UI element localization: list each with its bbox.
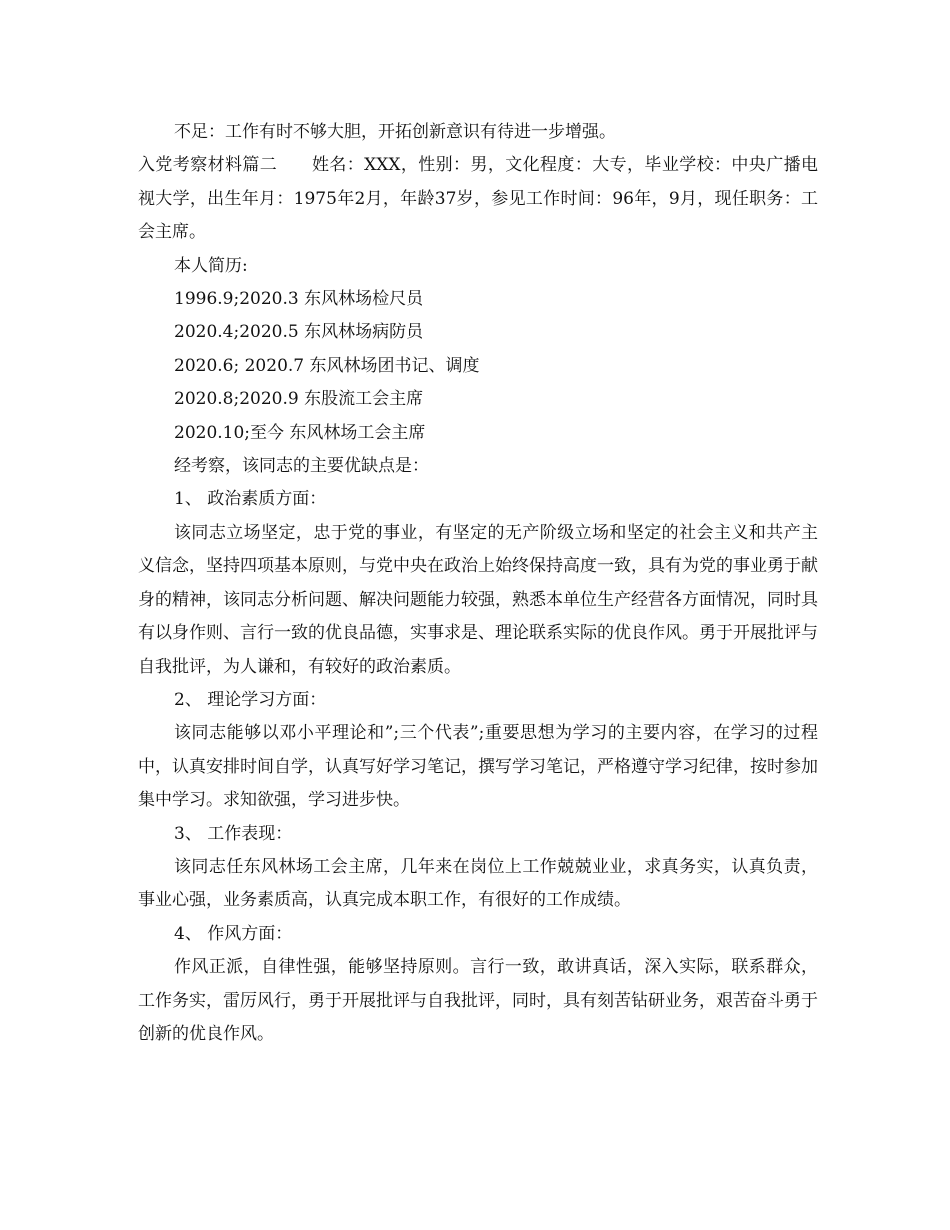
candidate-profile-paragraph: 入党考察材料篇二 姓名：XXX，性别：男，文化程度：大专，毕业学校：中央广播电视大学，出生年月：1975年2月，年龄37岁，参见工作时间：96年，9月，现任职务：工会主席。 bbox=[138, 155, 818, 243]
section-heading-theory: 2、 理论学习方面： bbox=[174, 689, 327, 710]
work-performance-paragraph: 该同志任东风林场工会主席，几年来在岗位上工作兢兢业业，求真务实，认真负责，事业心强，业务素质高，认真完成本职工作，有很好的工作成绩。 bbox=[138, 856, 818, 911]
evaluation-intro: 经考察，该同志的主要优缺点是： bbox=[174, 456, 429, 477]
theory-study-paragraph: 该同志能够以邓小平理论和”;三个代表”;重要思想为学习的主要内容，在学习的过程中，认真安排时间自学，认真写好学习笔记，撰写学习笔记，严格遵守学习纪律，按时参加集中学习。求知欲强，学习进步快。 bbox=[138, 723, 818, 811]
resume-entry: 2020.10;至今 东风林场工会主席 bbox=[174, 422, 426, 443]
resume-entry: 2020.8;2020.9 东股流工会主席 bbox=[174, 389, 424, 410]
political-quality-paragraph: 该同志立场坚定，忠于党的事业，有坚定的无产阶级立场和坚定的社会主义和共产主义信念，坚持四项基本原则，与党中央在政治上始终保持高度一致，具有为党的事业勇于献身的精神，该同志分析问题、解决问题能力较强，熟悉本单位生产经营各方面情况，同时具有以身作则、言行一致的优良品德，实事求是、理论联系实际的优良作风。勇于开展批评与自我批评，为人谦和，有较好的政治素质。 bbox=[138, 522, 818, 677]
shortcoming-paragraph: 不足：工作有时不够大胆，开拓创新意识有待进一步增强。 bbox=[174, 122, 616, 142]
section-heading-political: 1、 政治素质方面： bbox=[174, 489, 327, 510]
resume-list bbox=[138, 283, 818, 450]
section-heading-work: 3、 工作表现： bbox=[174, 823, 293, 844]
work-style-paragraph: 作风正派，自律性强，能够坚持原则。言行一致，敢讲真话，深入实际，联系群众，工作务实，雷厉风行，勇于开展批评与自我批评，同时，具有刻苦钻研业务，艰苦奋斗勇于创新的优良作风。 bbox=[138, 957, 818, 1044]
resume-entry: 2020.4;2020.5 东风林场病防员 bbox=[174, 322, 424, 343]
resume-entry: 2020.6; 2020.7 东风林场团书记、调度 bbox=[174, 355, 480, 376]
resume-entry: 1996.9;2020.3 东风林场检尺员 bbox=[174, 289, 424, 310]
section-heading-style: 4、 作风方面： bbox=[174, 923, 293, 944]
resume-heading: 本人简历: bbox=[174, 255, 248, 276]
